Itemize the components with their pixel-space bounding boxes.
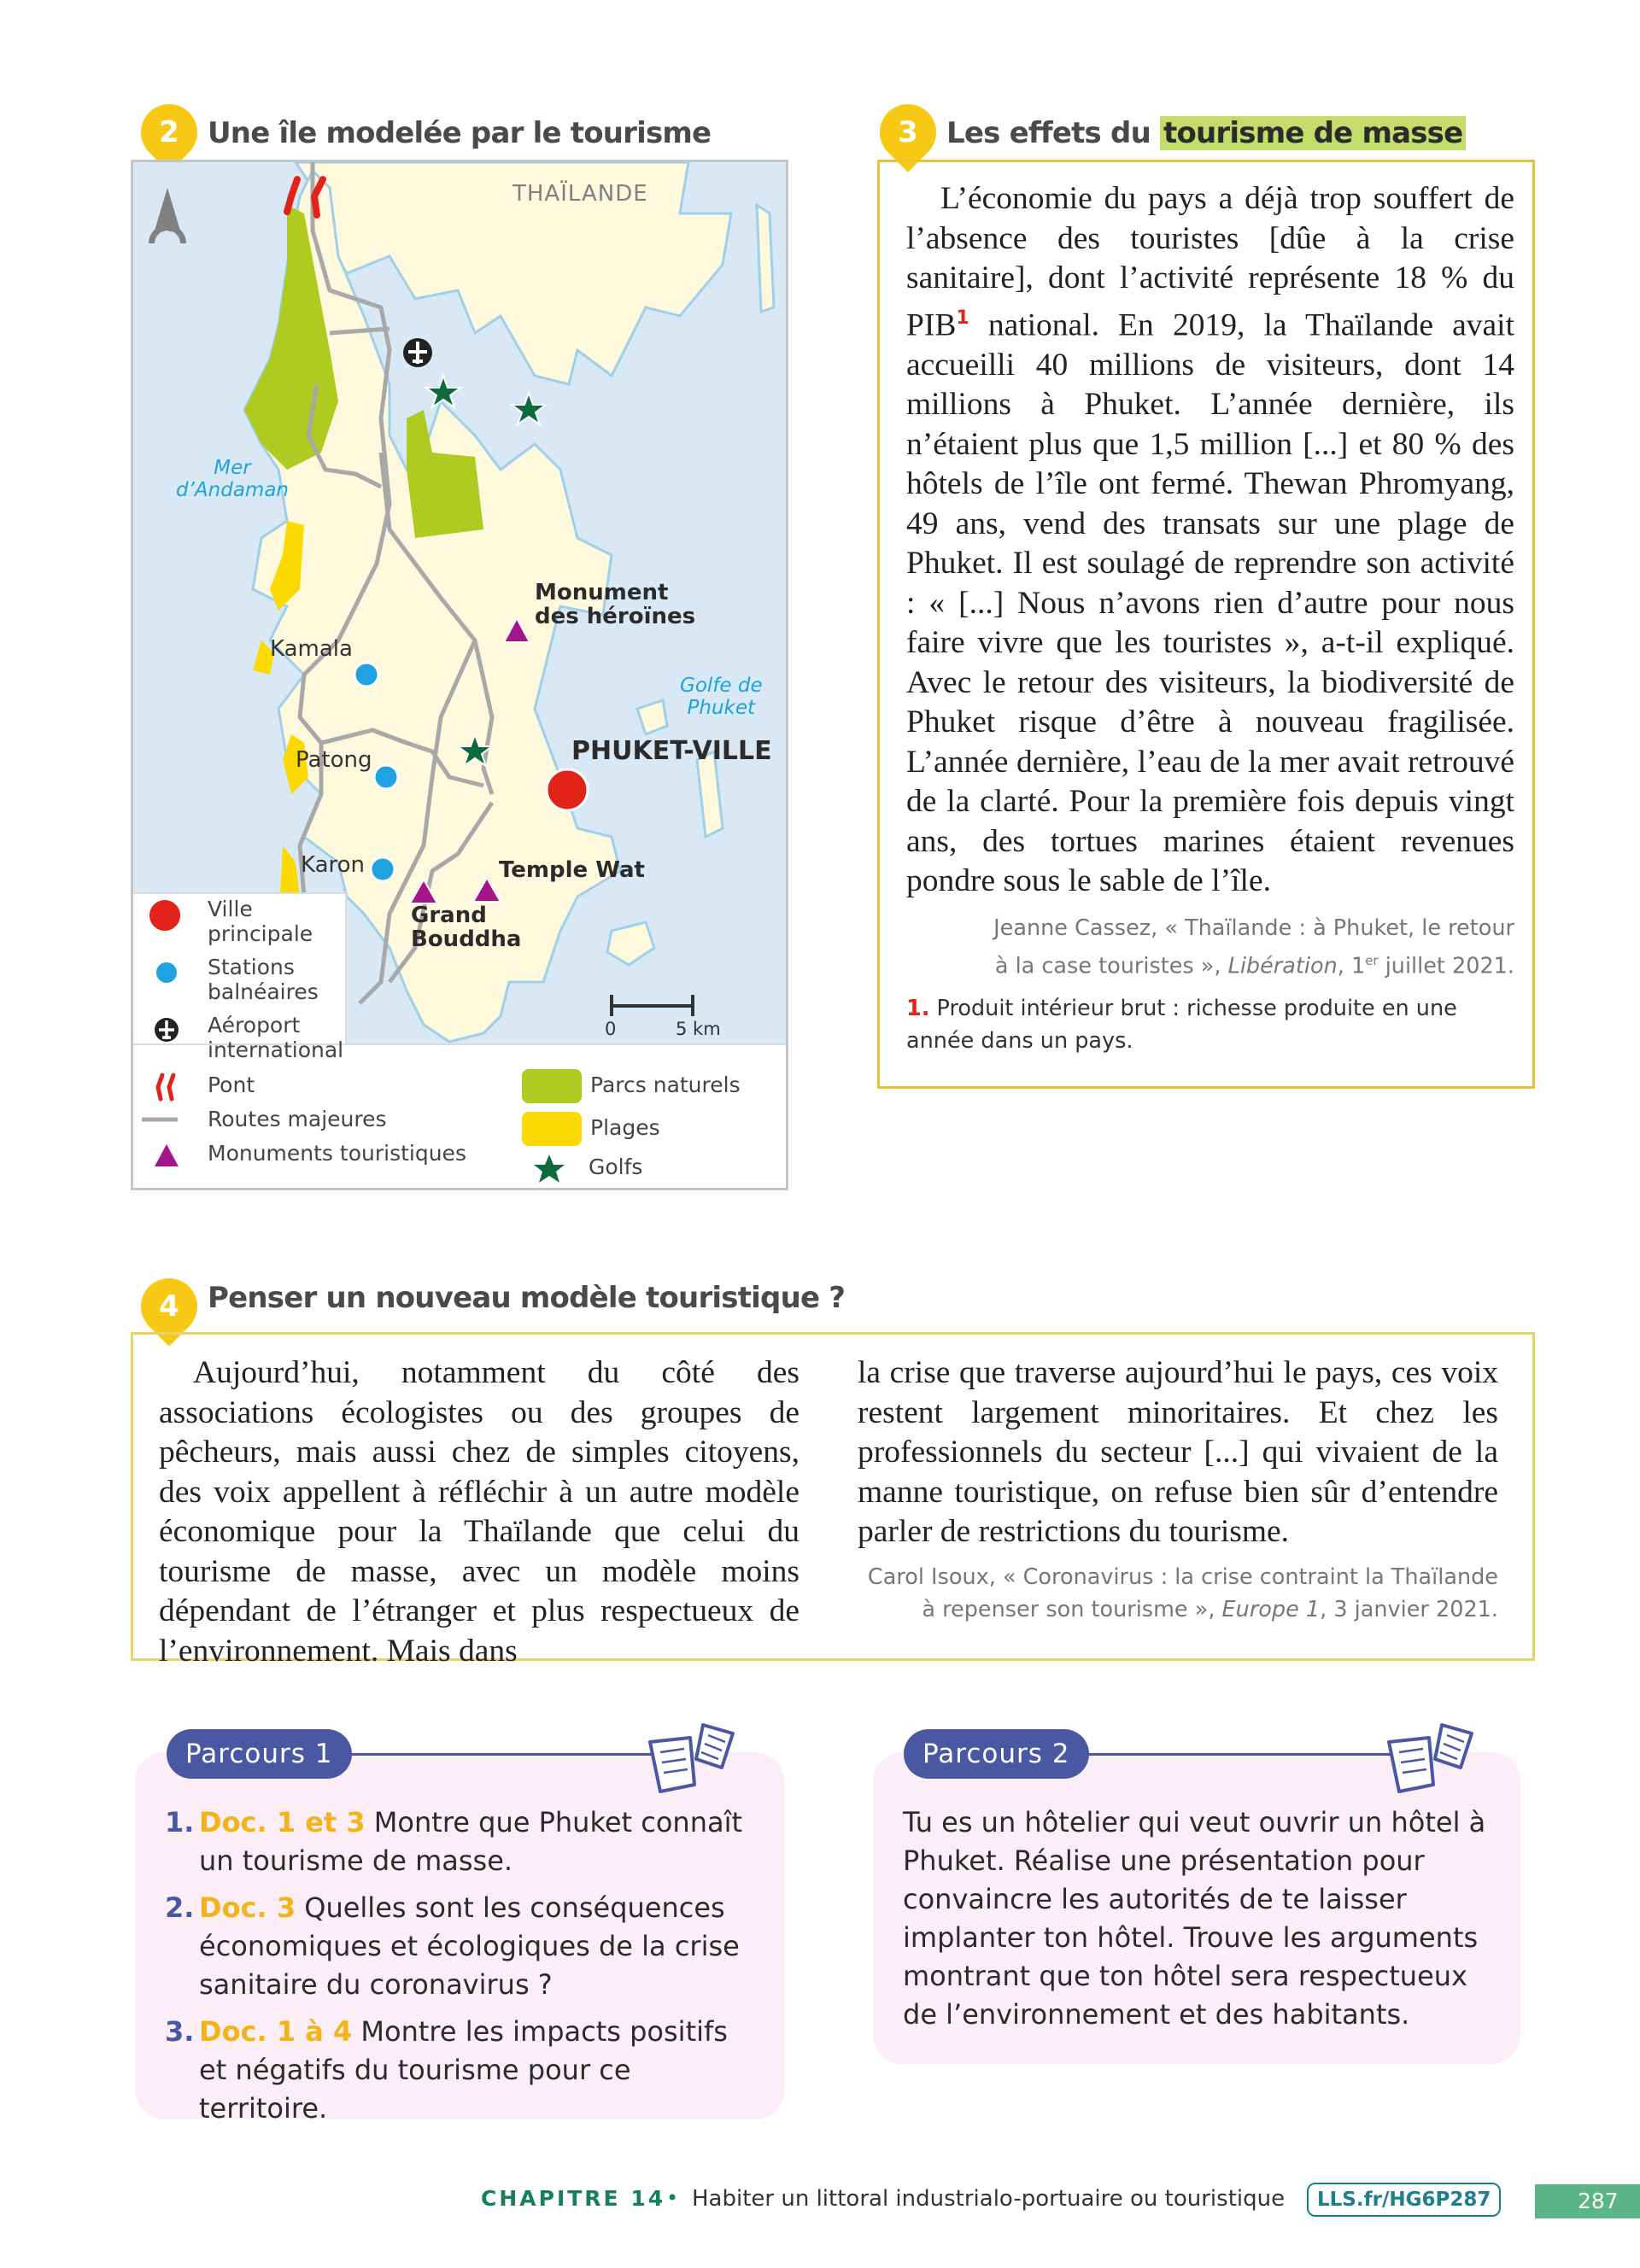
highlighted-term: tourisme de masse: [1160, 116, 1466, 150]
road-line-icon: [142, 1107, 181, 1132]
legend-item-stations: Stations balnéaires: [152, 955, 319, 1004]
legend-item-parcs: Parcs naturels: [522, 1069, 741, 1103]
doc3-body: L’économie du pays a déjà trop souffert de l’absence des touristes [dûe à la crise sanitaire], dont l’activité représente 18 % du PIB$^1$ national. En 2019, la Thaïlande avait accueilli 40 millions de visiteurs, dont 14 millions à Phuket. L’année dernière, ils n’étaient plus que 1,5 million [...] et 80 % des hôtels de l’île ont fermé. Thewan Phromyang, 49 ans, vend des transats sur une plage de Phuket. Il est soulagé de reprendre son activité : « [...] Nous n’avons rien d’autre pour nous faire vivre que les touristes », a-t-il expliqué. Avec le retour des visiteurs, la biodiversité de Phuket risque d’être à nouveau fragilisée. L’année dernière, l’eau de la mer avait retrouvé de la clarté. Pour la première fois depuis vingt ans, des tortues marines étaient revenues pondre sous le sable de l’île.: [906, 181, 1514, 898]
doc4-column-1: Aujourd’hui, notamment du côté des associations écologistes ou des groupes de pêcheurs, mais aussi chez de simples citoyens, des voix appellent à réfléchir à un autre modèle économique pour la Thaïlande que celui du tourisme de masse, avec un modèle moins dépendant de l’étranger et plus respectueux de l’environnement. Mais dans: [159, 1355, 800, 1669]
label-thailande: THAÏLANDE: [512, 181, 648, 207]
purple-triangle-icon: [152, 1141, 181, 1170]
label-karon: Karon: [301, 852, 366, 878]
doc4-column-2: la crise que traverse aujourd’hui le pays, ces voix restent largement minoritaires. Et chez les professionnels du secteur [...] qui vivaient de la manne touristique, on refuse bien sûr d’entendre parler de restrictions du tourisme.: [858, 1355, 1498, 1549]
parcours-1-tag: Parcours 1: [167, 1729, 352, 1779]
label-monument-heroines: Monument des héroïnes: [535, 580, 696, 629]
city-marker-phuket-ville: [547, 769, 588, 810]
question-1: 1. Doc. 1 et 3 Montre que Phuket connaît un tourisme de masse.: [165, 1806, 743, 1877]
question-3: 3. Doc. 1 à 4 Montre les impacts positifs et négatifs du tourisme pour ce territoire.: [165, 2015, 728, 2125]
doc3-footnote: 1. Produit intérieur brut : richesse produite en une année dans un pays.: [906, 996, 1457, 1054]
airport-icon: [403, 338, 432, 367]
doc-reference: Doc. 3: [199, 1891, 296, 1924]
bridge-icon: [152, 1073, 181, 1102]
green-star-icon: [532, 1153, 566, 1185]
parcours-2-task: Tu es un hôtelier qui veut ouvrir un hôtel à Phuket. Réalise une présentation pour convaincre les autorités de te laisser implanter ton hôtel. Trouve les arguments montrant que ton hôtel sera respectueux de l’environnement et des habitants.: [903, 1806, 1486, 2031]
page-number: 287: [1535, 2184, 1640, 2218]
doc-number-badge: 4: [129, 1266, 208, 1346]
chapter-label: CHAPITRE 14: [481, 2186, 666, 2211]
doc-number-badge: 2: [129, 92, 208, 172]
scale-label-0: 0: [605, 1019, 617, 1039]
red-circle-icon: [146, 897, 184, 934]
doc3-source: Jeanne Cassez, « Thaïlande : à Phuket, le retour à la case touristes », Libération, 1er juillet 2021.: [993, 915, 1514, 979]
papers-icon: [643, 1716, 746, 1802]
airplane-icon: [152, 1015, 181, 1044]
doc4-source: Carol Isoux, « Coronavirus : la crise contraint la Thaïlande à repenser son tourisme », Europe 1, 3 janvier 2021.: [867, 1564, 1498, 1622]
footer-separator: •: [666, 2186, 679, 2210]
label-mer-andaman: Mer d’Andaman: [176, 457, 289, 501]
footnote-ref: 1: [956, 307, 969, 329]
doc-number-badge: 3: [868, 92, 947, 172]
question-2: 2. Doc. 3 Quelles sont les conséquences économiques et écologiques de la crise sanitaire du coronavirus ?: [165, 1891, 740, 2001]
label-phuket-ville: PHUKET-VILLE: [571, 736, 772, 766]
parcours-1-questions: [165, 1803, 754, 2136]
legend-item-monuments: Monuments touristiques: [152, 1141, 466, 1170]
label-temple-wat: Temple Wat: [499, 857, 645, 883]
north-label: N: [159, 215, 175, 237]
doc3-title: Les effets du tourisme de masse: [946, 116, 1466, 150]
chapter-title: Habiter un littoral industrialo-portuaire ou touristique: [692, 2186, 1286, 2212]
blue-circle-icon: [152, 958, 181, 987]
papers-icon: [1382, 1716, 1485, 1802]
parcours-2-tag: Parcours 2: [904, 1729, 1089, 1779]
label-golfe-phuket: Golfe de Phuket: [680, 675, 763, 719]
lls-link[interactable]: LLS.fr/HG6P287: [1307, 2183, 1501, 2217]
doc4-text-box: [131, 1332, 1535, 1669]
page-footer: [0, 2183, 1640, 2220]
scale-bar: [612, 995, 693, 1016]
green-swatch-icon: [522, 1069, 582, 1103]
parcours-2-rule: [1076, 1753, 1426, 1756]
legend-item-aeroport: Aéroport international: [152, 1013, 343, 1062]
doc-reference: Doc. 1 à 4: [199, 2015, 353, 2048]
phuket-map: [131, 160, 788, 1190]
doc2-title: Une île modelée par le tourisme: [208, 116, 712, 150]
legend-item-pont: Pont: [152, 1073, 255, 1102]
label-patong: Patong: [296, 747, 372, 773]
legend-item-routes: Routes majeures: [142, 1107, 387, 1132]
legend-item-plages: Plages: [522, 1112, 660, 1146]
label-kamala: Kamala: [270, 636, 353, 662]
doc4-title: Penser un nouveau modèle touristique ?: [208, 1281, 846, 1315]
label-grand-bouddha: Grand Bouddha: [411, 903, 522, 952]
parcours-1-rule: [333, 1753, 683, 1756]
scale-label-5km: 5 km: [676, 1019, 721, 1039]
doc3-text-box: [877, 160, 1535, 1089]
legend-item-ville: Ville principale: [146, 897, 313, 946]
yellow-swatch-icon: [522, 1112, 582, 1146]
legend-item-golfs: Golfs: [532, 1153, 642, 1185]
doc-reference: Doc. 1 et 3: [199, 1806, 366, 1838]
